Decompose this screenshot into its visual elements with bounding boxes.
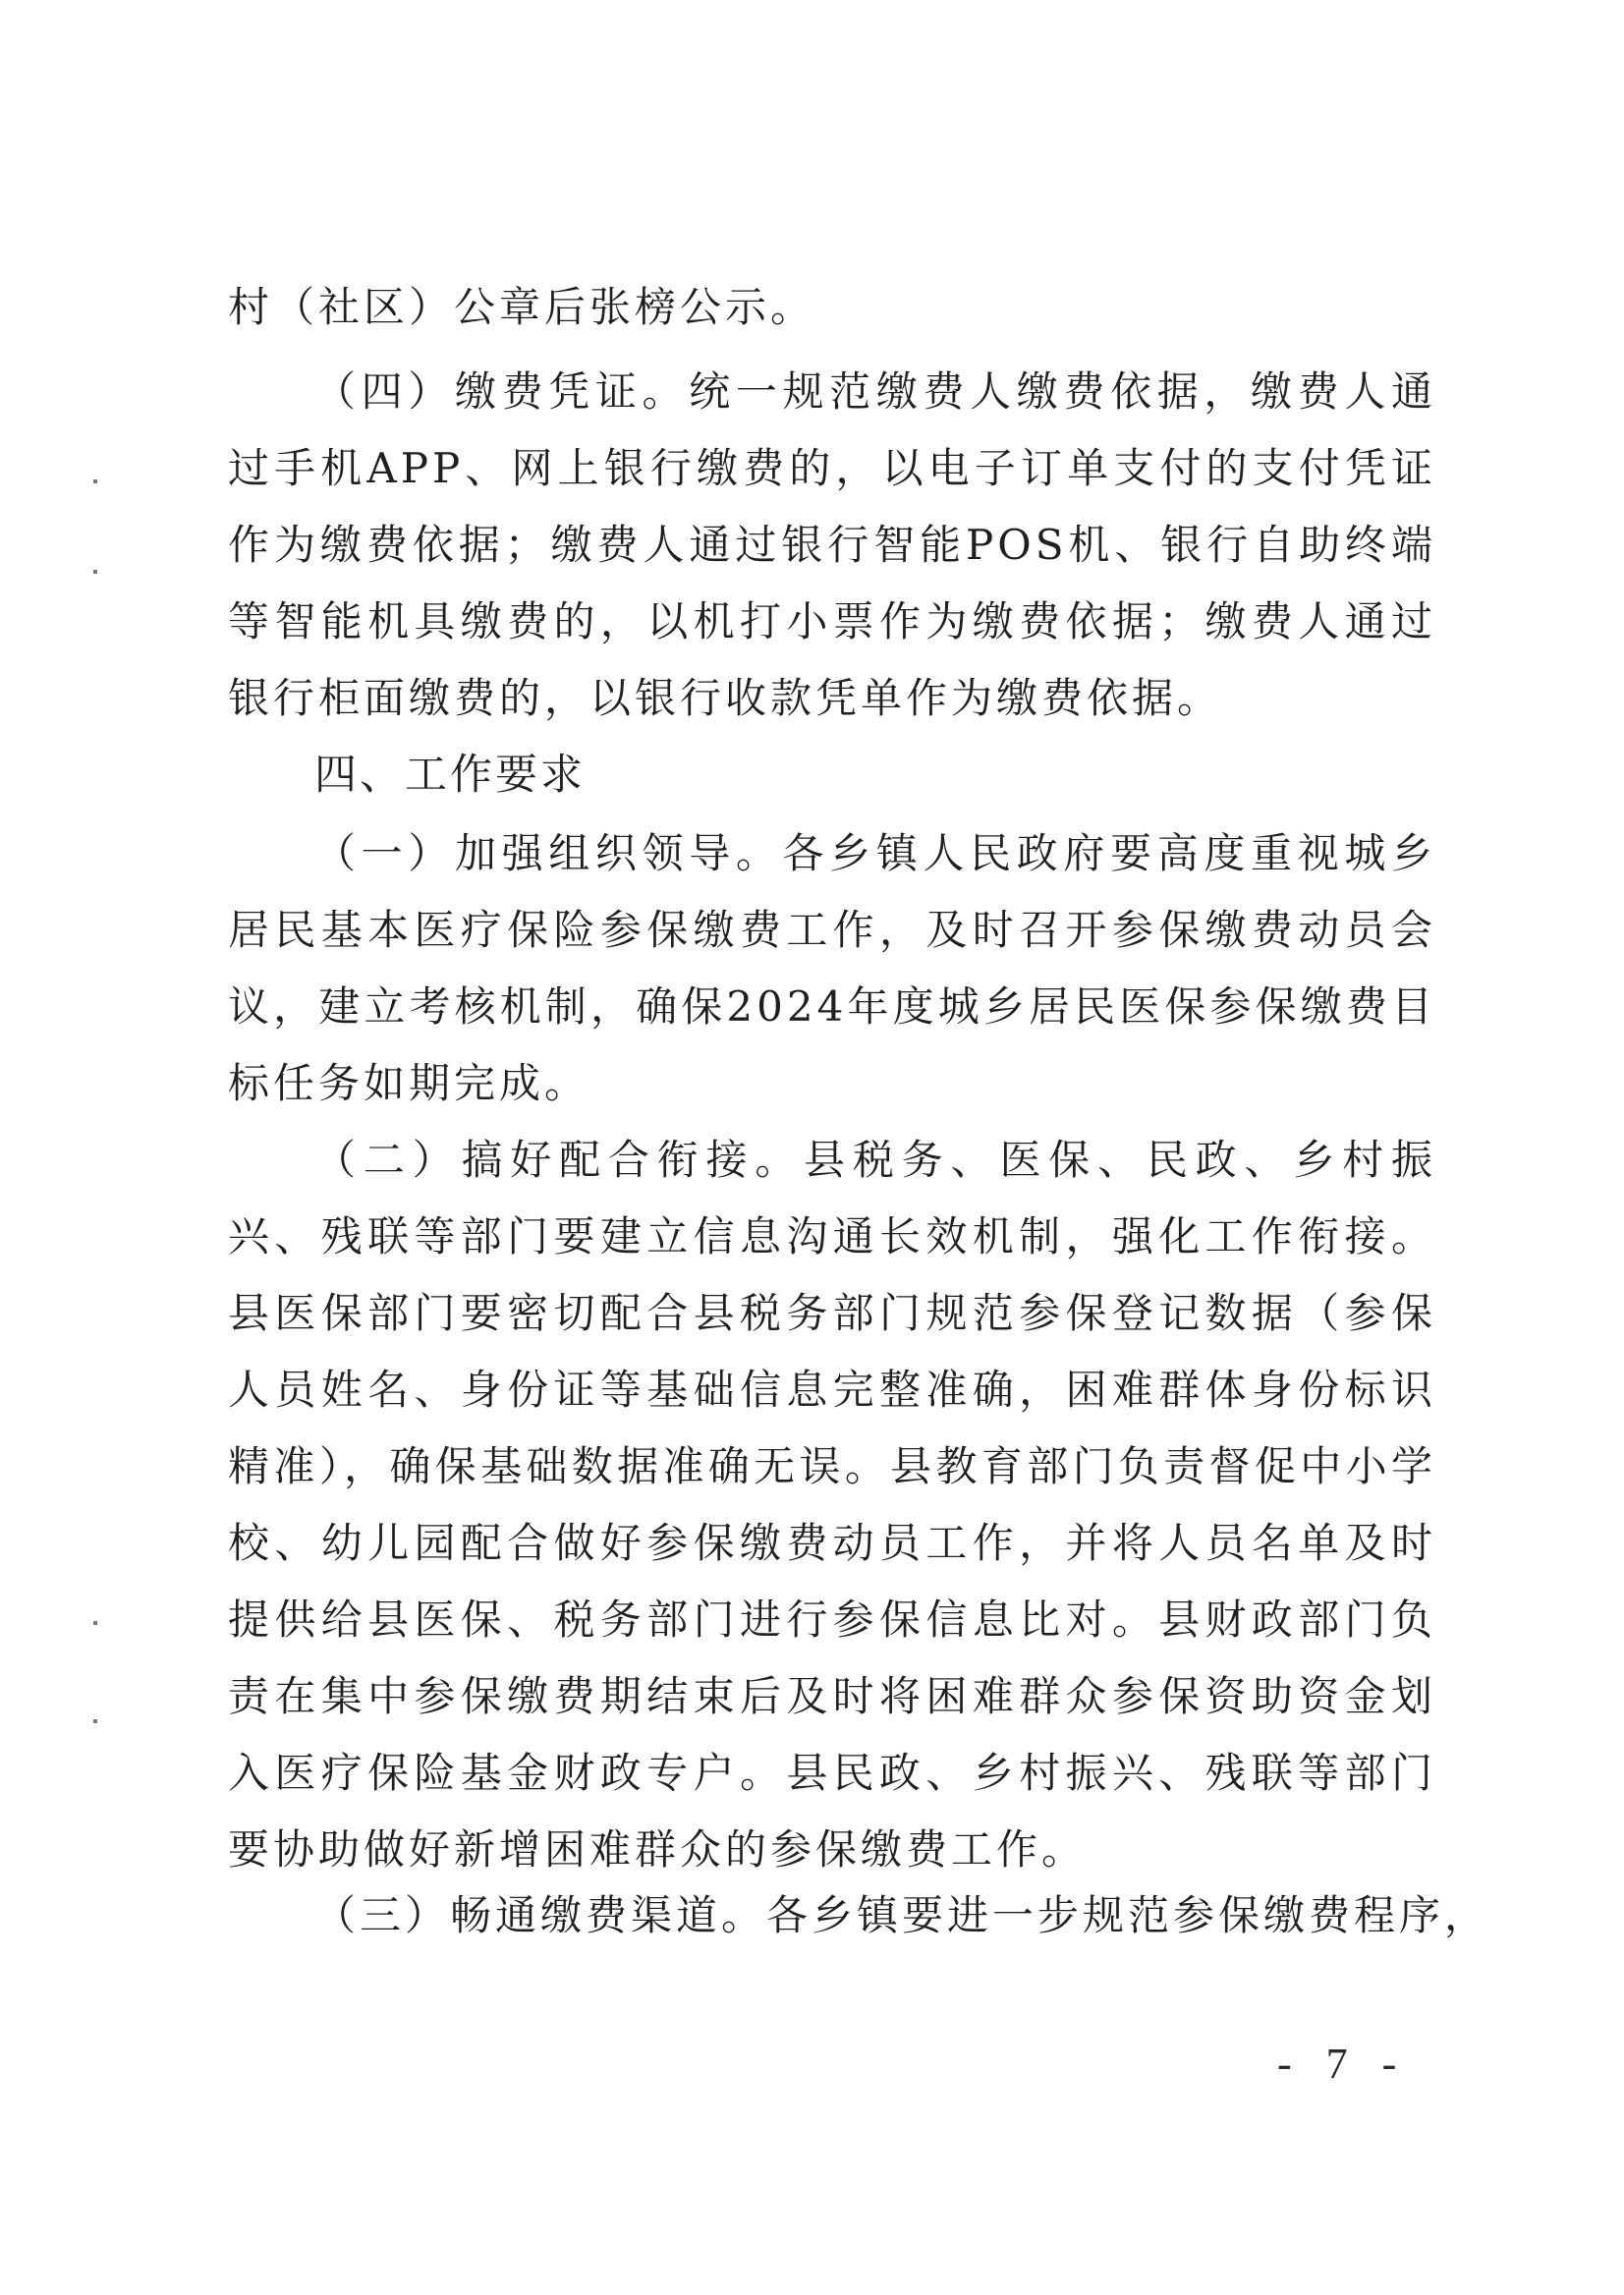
binding-mark	[93, 479, 97, 483]
binding-mark	[93, 1621, 97, 1625]
page-number: - 7 -	[1277, 2040, 1409, 2088]
paragraph-continuation: 村（社区）公章后张榜公示。	[228, 283, 816, 331]
paragraph-coordination: （二）搞好配合衔接。县税务、医保、民政、乡村振兴、残联等部门要建立信息沟通长效机制，强化工作衔接。县医保部门要密切配合县税务部门规范参保登记数据（参保人员姓名、身份证等基础信息完整准确，困难群体身份标识精准），确保基础数据准确无误。县教育部门负责督促中小学校、幼儿园配合做好参保缴费动员工作，并将人员名单及时提供给县医保、税务部门进行参保信息比对。县财政部门负责在集中参保缴费期结束后及时将困难群众参保资助资金划入医疗保险基金财政专户。县民政、乡村振兴、残联等部门要协助做好新增困难群众的参保缴费工作。	[228, 1136, 1436, 1874]
paragraph-organization-leadership: （一）加强组织领导。各乡镇人民政府要高度重视城乡居民基本医疗保险参保缴费工作，及时召开参保缴费动员会议，建立考核机制，确保2024年度城乡居民医保参保缴费目标任务如期完成。	[228, 829, 1436, 1107]
paragraph-payment-voucher: （四）缴费凭证。统一规范缴费人缴费依据，缴费人通过手机APP、网上银行缴费的，以电子订单支付的支付凭证作为缴费依据；缴费人通过银行智能POS机、银行自助终端等智能机具缴费的，以机打小票作为缴费依据；缴费人通过银行柜面缴费的，以银行收款凭单作为缴费依据。	[228, 367, 1436, 722]
binding-mark	[93, 1719, 97, 1723]
binding-mark	[93, 570, 97, 574]
paragraph-payment-channels-start: （三）畅通缴费渠道。各乡镇要进一步规范参保缴费程序，	[314, 1891, 1490, 1939]
section-heading: 四、工作要求	[314, 751, 586, 800]
